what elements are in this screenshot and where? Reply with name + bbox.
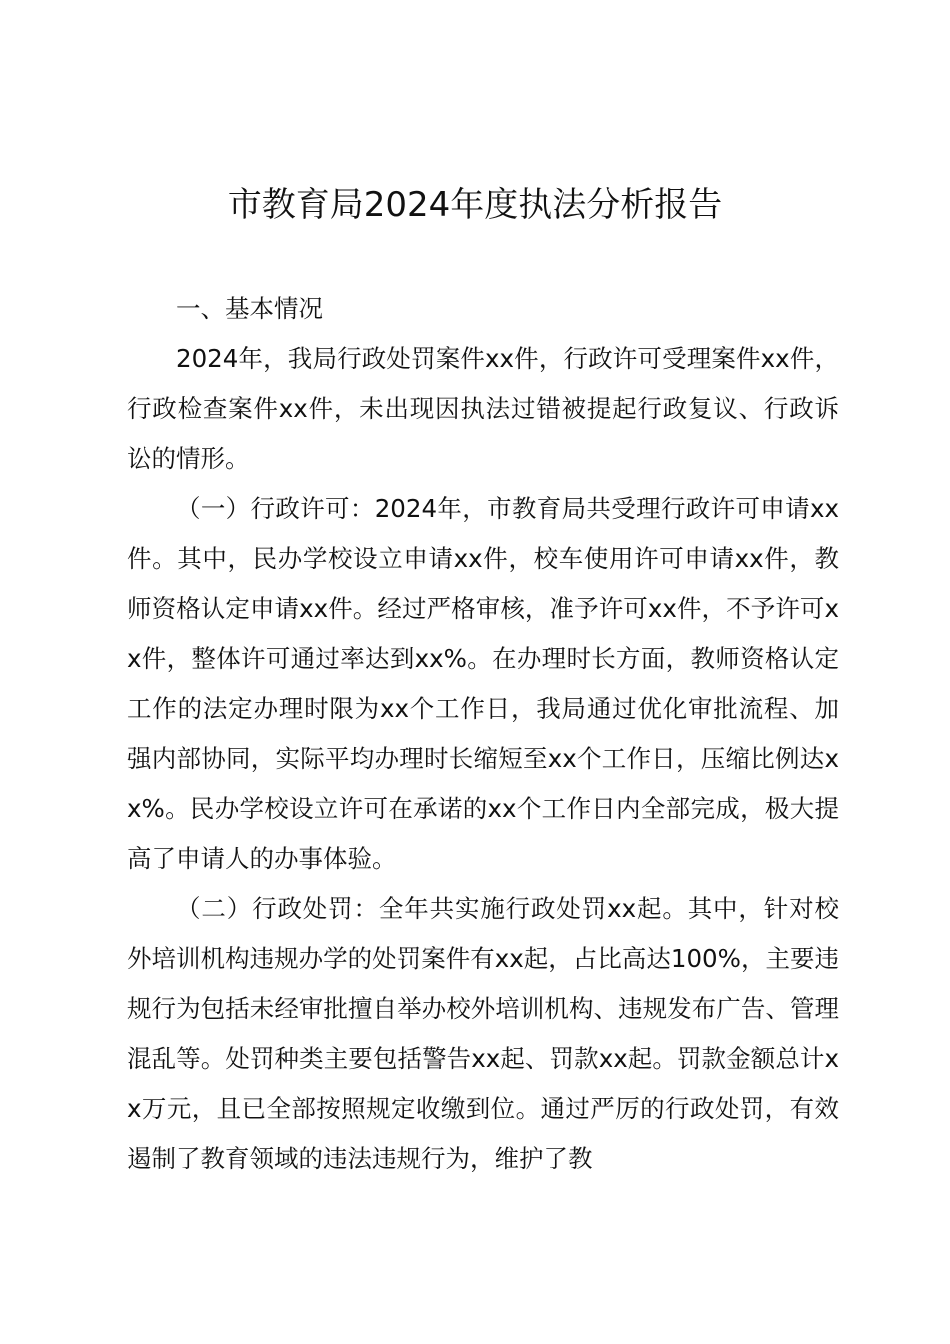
- section-heading-basic-situation: 一、基本情况: [176, 294, 323, 323]
- document-body: [127, 284, 839, 1184]
- paragraph-administrative-license: （一）行政许可：2024年，市教育局共受理行政许可申请xx件。其中，民办学校设立申请xx件，校车使用许可申请xx件，教师资格认定申请xx件。经过严格审核，准予许可xx件，不予许可xx件，整体许可通过率达到xx%。在办理时长方面，教师资格认定工作的法定办理时限为xx个工作日，我局通过优化审批流程、加强内部协同，实际平均办理时长缩短至xx个工作日，压缩比例达xx%。民办学校设立许可在承诺的xx个工作日内全部完成，极大提高了申请人的办事体验。: [127, 494, 839, 873]
- document-title: 市教育局2024年度执法分析报告: [227, 185, 723, 225]
- paragraph-administrative-penalty: （二）行政处罚：全年共实施行政处罚xx起。其中，针对校外培训机构违规办学的处罚案件有xx起，占比高达100%，主要违规行为包括未经审批擅自举办校外培训机构、违规发布广告、管理混乱等。处罚种类主要包括警告xx起、罚款xx起。罚款金额总计xx万元，且已全部按照规定收缴到位。通过严厉的行政处罚，有效遏制了教育领域的违法违规行为，维护了教: [127, 894, 839, 1173]
- paragraph-overview: 2024年，我局行政处罚案件xx件，行政许可受理案件xx件，行政检查案件xx件，未出现因执法过错被提起行政复议、行政诉讼的情形。: [127, 344, 839, 473]
